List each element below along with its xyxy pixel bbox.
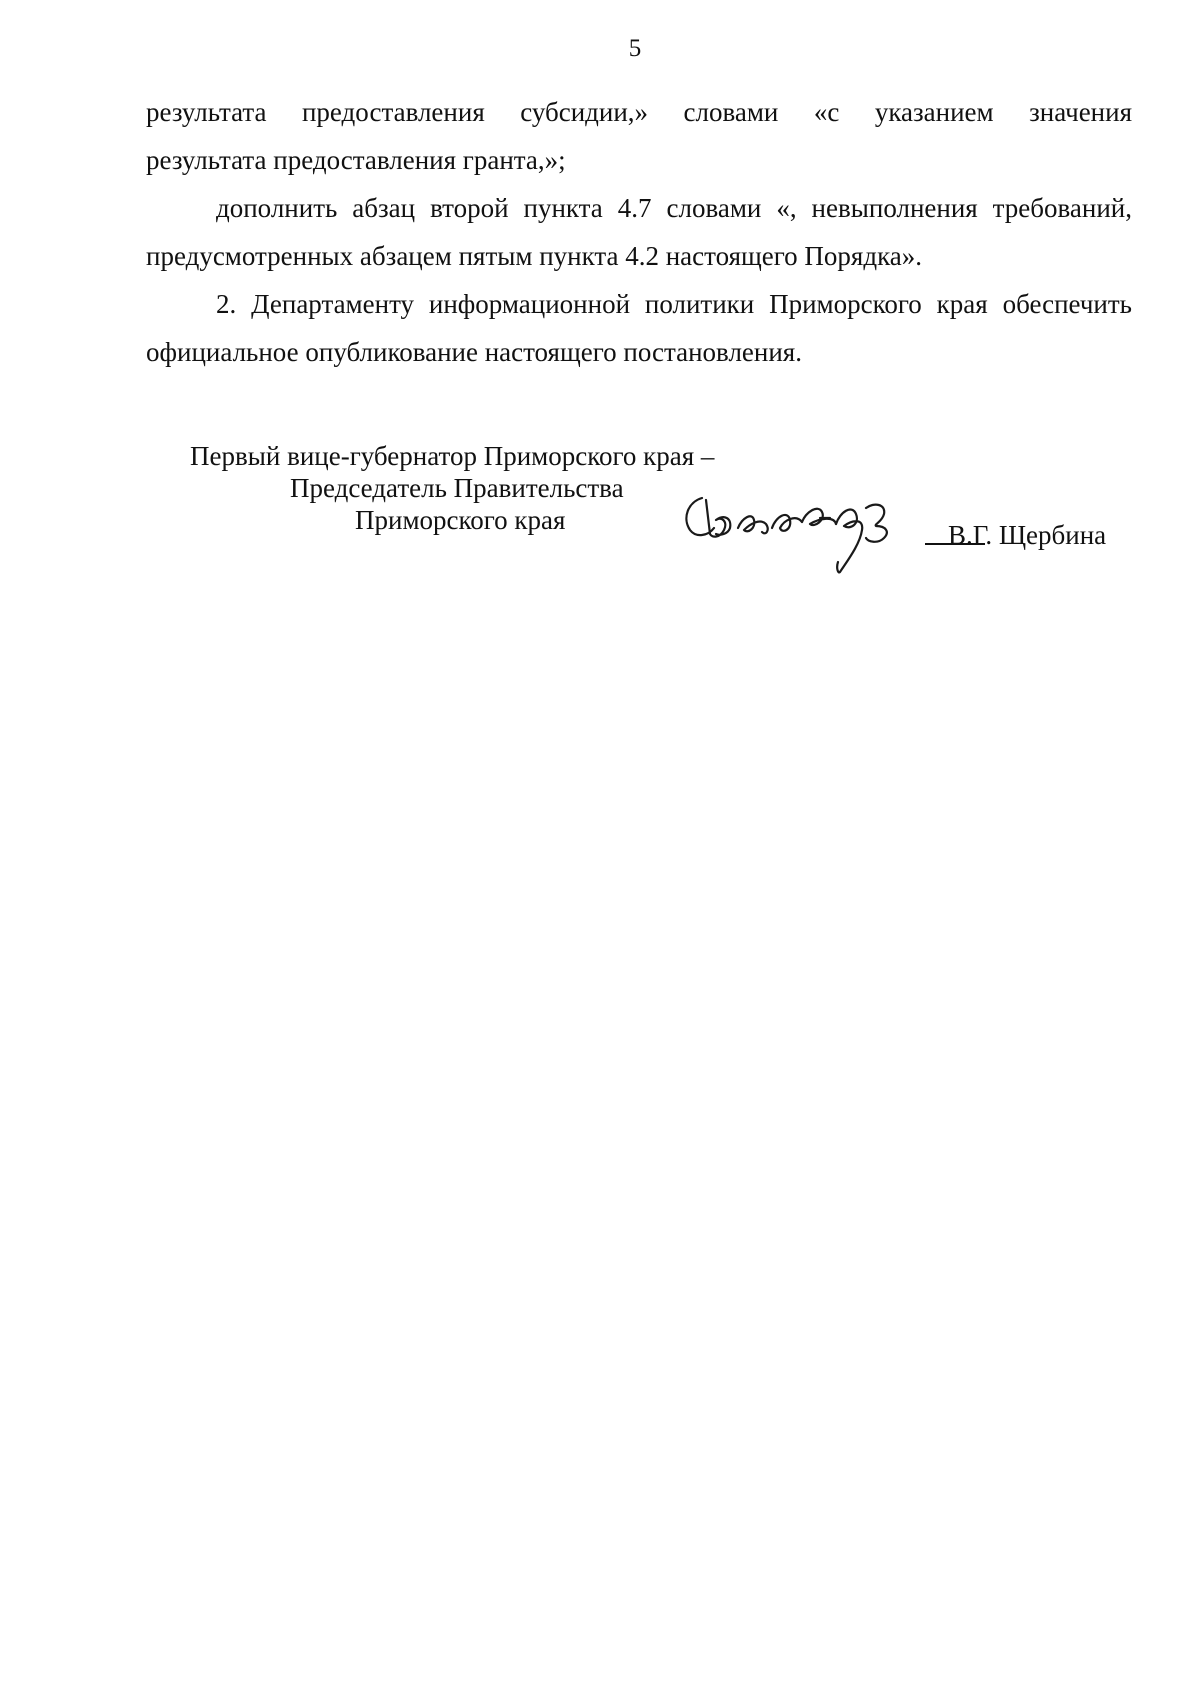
document-body xyxy=(146,88,1132,376)
signatory-title-line-3: Приморского края xyxy=(355,505,566,535)
paragraph-3-line-2: официальное опубликование настоящего постановления. xyxy=(146,337,802,367)
signatory-title-line-1: Первый вице-губернатор Приморского края – xyxy=(190,441,715,471)
paragraph-1-line-2: результата предоставления гранта,»; xyxy=(146,145,566,175)
paragraph-3-line-1: 2. Департаменту информационной политики Приморского края обеспечить xyxy=(216,289,1132,319)
paragraph-2-line-2: предусмотренных абзацем пятым пункта 4.2 настоящего Порядка». xyxy=(146,241,923,271)
page-number: 5 xyxy=(628,35,642,62)
paragraph-1-line-1: результата предоставления субсидии,» словами «с указанием значения xyxy=(146,97,1132,127)
signer-name: В.Г. Щербина xyxy=(948,520,1107,550)
signatory-title-line-2: Председатель Правительства xyxy=(290,473,624,503)
handwritten-signature xyxy=(680,488,930,578)
paragraph-2-line-1: дополнить абзац второй пункта 4.7 словами «, невыполнения требований, xyxy=(216,193,1132,223)
